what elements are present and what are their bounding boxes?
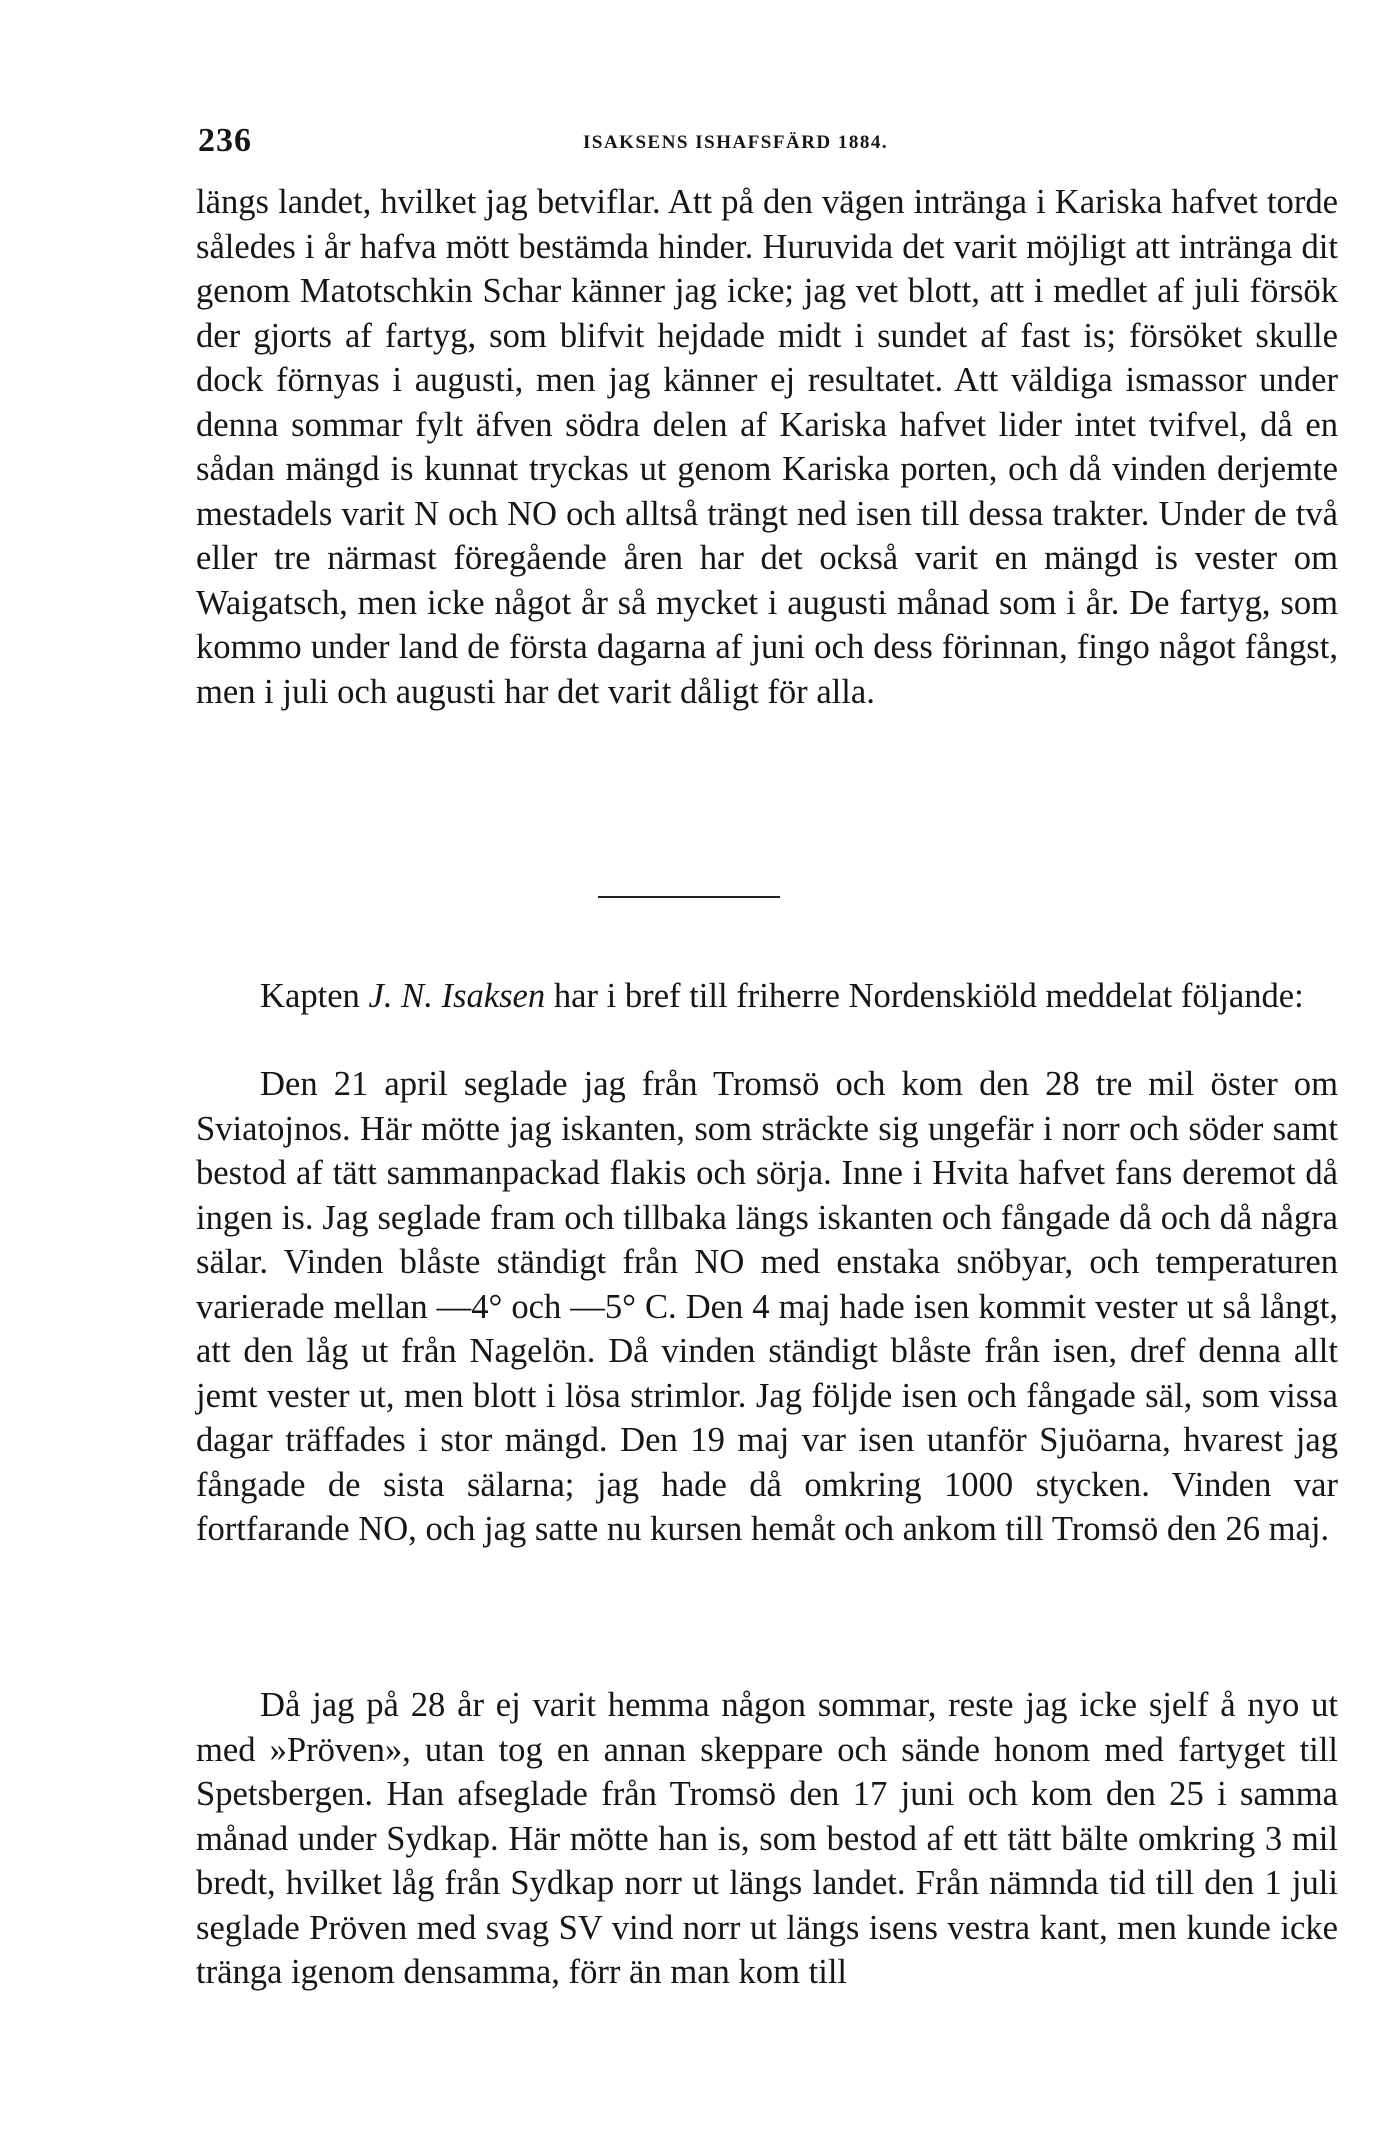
letter-introduction — [196, 974, 1338, 1019]
letter-paragraph-summer-voyage: Då jag på 28 år ej varit hemma någon sommar, reste jag icke sjelf å nyo ut med »Pröven», utan tog en annan skeppare och sände honom med fartyget till Spetsbergen. Han afseglade från Tromsö den 17 juni och kom den 25 i samma månad under Sydkap. Här mötte han is, som bestod af ett tätt bälte omkring 3 mil bredt, hvilket låg från Sydkap norr ut längs landet. Från nämnda tid till den 1 juli seglade Pröven med svag SV vind norr ut längs isens vestra kant, men kunde icke tränga igenom densamma, förr än man kom till — [196, 1686, 1338, 1991]
paragraph-continued: längs landet, hvilket jag betviflar. Att på den vägen intränga i Kariska hafvet torde således i år hafva mött bestämda hinder. Huruvida det varit möjligt att intränga dit genom Matotschkin Schar känner jag icke; jag vet blott, att i medlet af juli försök der gjorts af fartyg, som blifvit hejdade midt i sundet af fast is; försöket skulle dock förnyas i augusti, men jag känner ej resultatet. Att väldiga ismassor under denna sommar fylt äfven södra delen af Kariska hafvet lider intet tvifvel, då en sådan mängd is kunnat tryckas ut genom Kariska porten, och då vinden derjemte mestadels varit N och NO och alltså trängt ned isen till dessa trakter. Under de två eller tre närmast föregående åren har det också varit en mängd is vester om Waigatsch, men icke något år så mycket i augusti månad som i år. De fartyg, som kommo under land de första dagarna af juni och dess förinnan, fingo något fångst, men i juli och augusti har det varit dåligt för alla. — [196, 183, 1338, 711]
page-header — [198, 122, 958, 162]
section-divider — [598, 896, 780, 898]
intro-suffix: har i bref till friherre Nordenskiöld meddelat följande: — [545, 977, 1304, 1015]
letter-paragraph-spring-voyage: Den 21 april seglade jag från Tromsö och kom den 28 tre mil öster om Sviatojnos. Här mötte jag iskanten, som sträckte sig ungefär i norr och söder samt bestod af tätt sammanpackad flakis och sörja. Inne i Hvita hafvet fans deremot då ingen is. Jag seglade fram och tillbaka längs iskanten och fångade då och då några sälar. Vinden blåste ständigt från NO med enstaka snöbyar, och temperaturen varierade mellan —4° och —5° C. Den 4 maj hade isen kommit vester ut så långt, att den låg ut från Nagelön. Då vinden ständigt blåste från isen, dref denna allt jemt vester ut, men blott i lösa strimlor. Jag följde isen och fångade säl, som vissa dagar träffades i stor mängd. Den 19 maj var isen utanför Sjuöarna, hvarest jag fångade de sista sälarna; jag hade då omkring 1000 stycken. Vinden var fortfarande NO, och jag satte nu kursen hemåt och ankom till Tromsö den 26 maj. — [196, 1065, 1338, 1548]
captain-name: J. N. Isaksen — [368, 977, 546, 1015]
running-head: ISAKSENS ISHAFSFÄRD 1884. — [583, 132, 889, 153]
page-number: 236 — [198, 122, 252, 159]
intro-prefix: Kapten — [260, 977, 369, 1015]
